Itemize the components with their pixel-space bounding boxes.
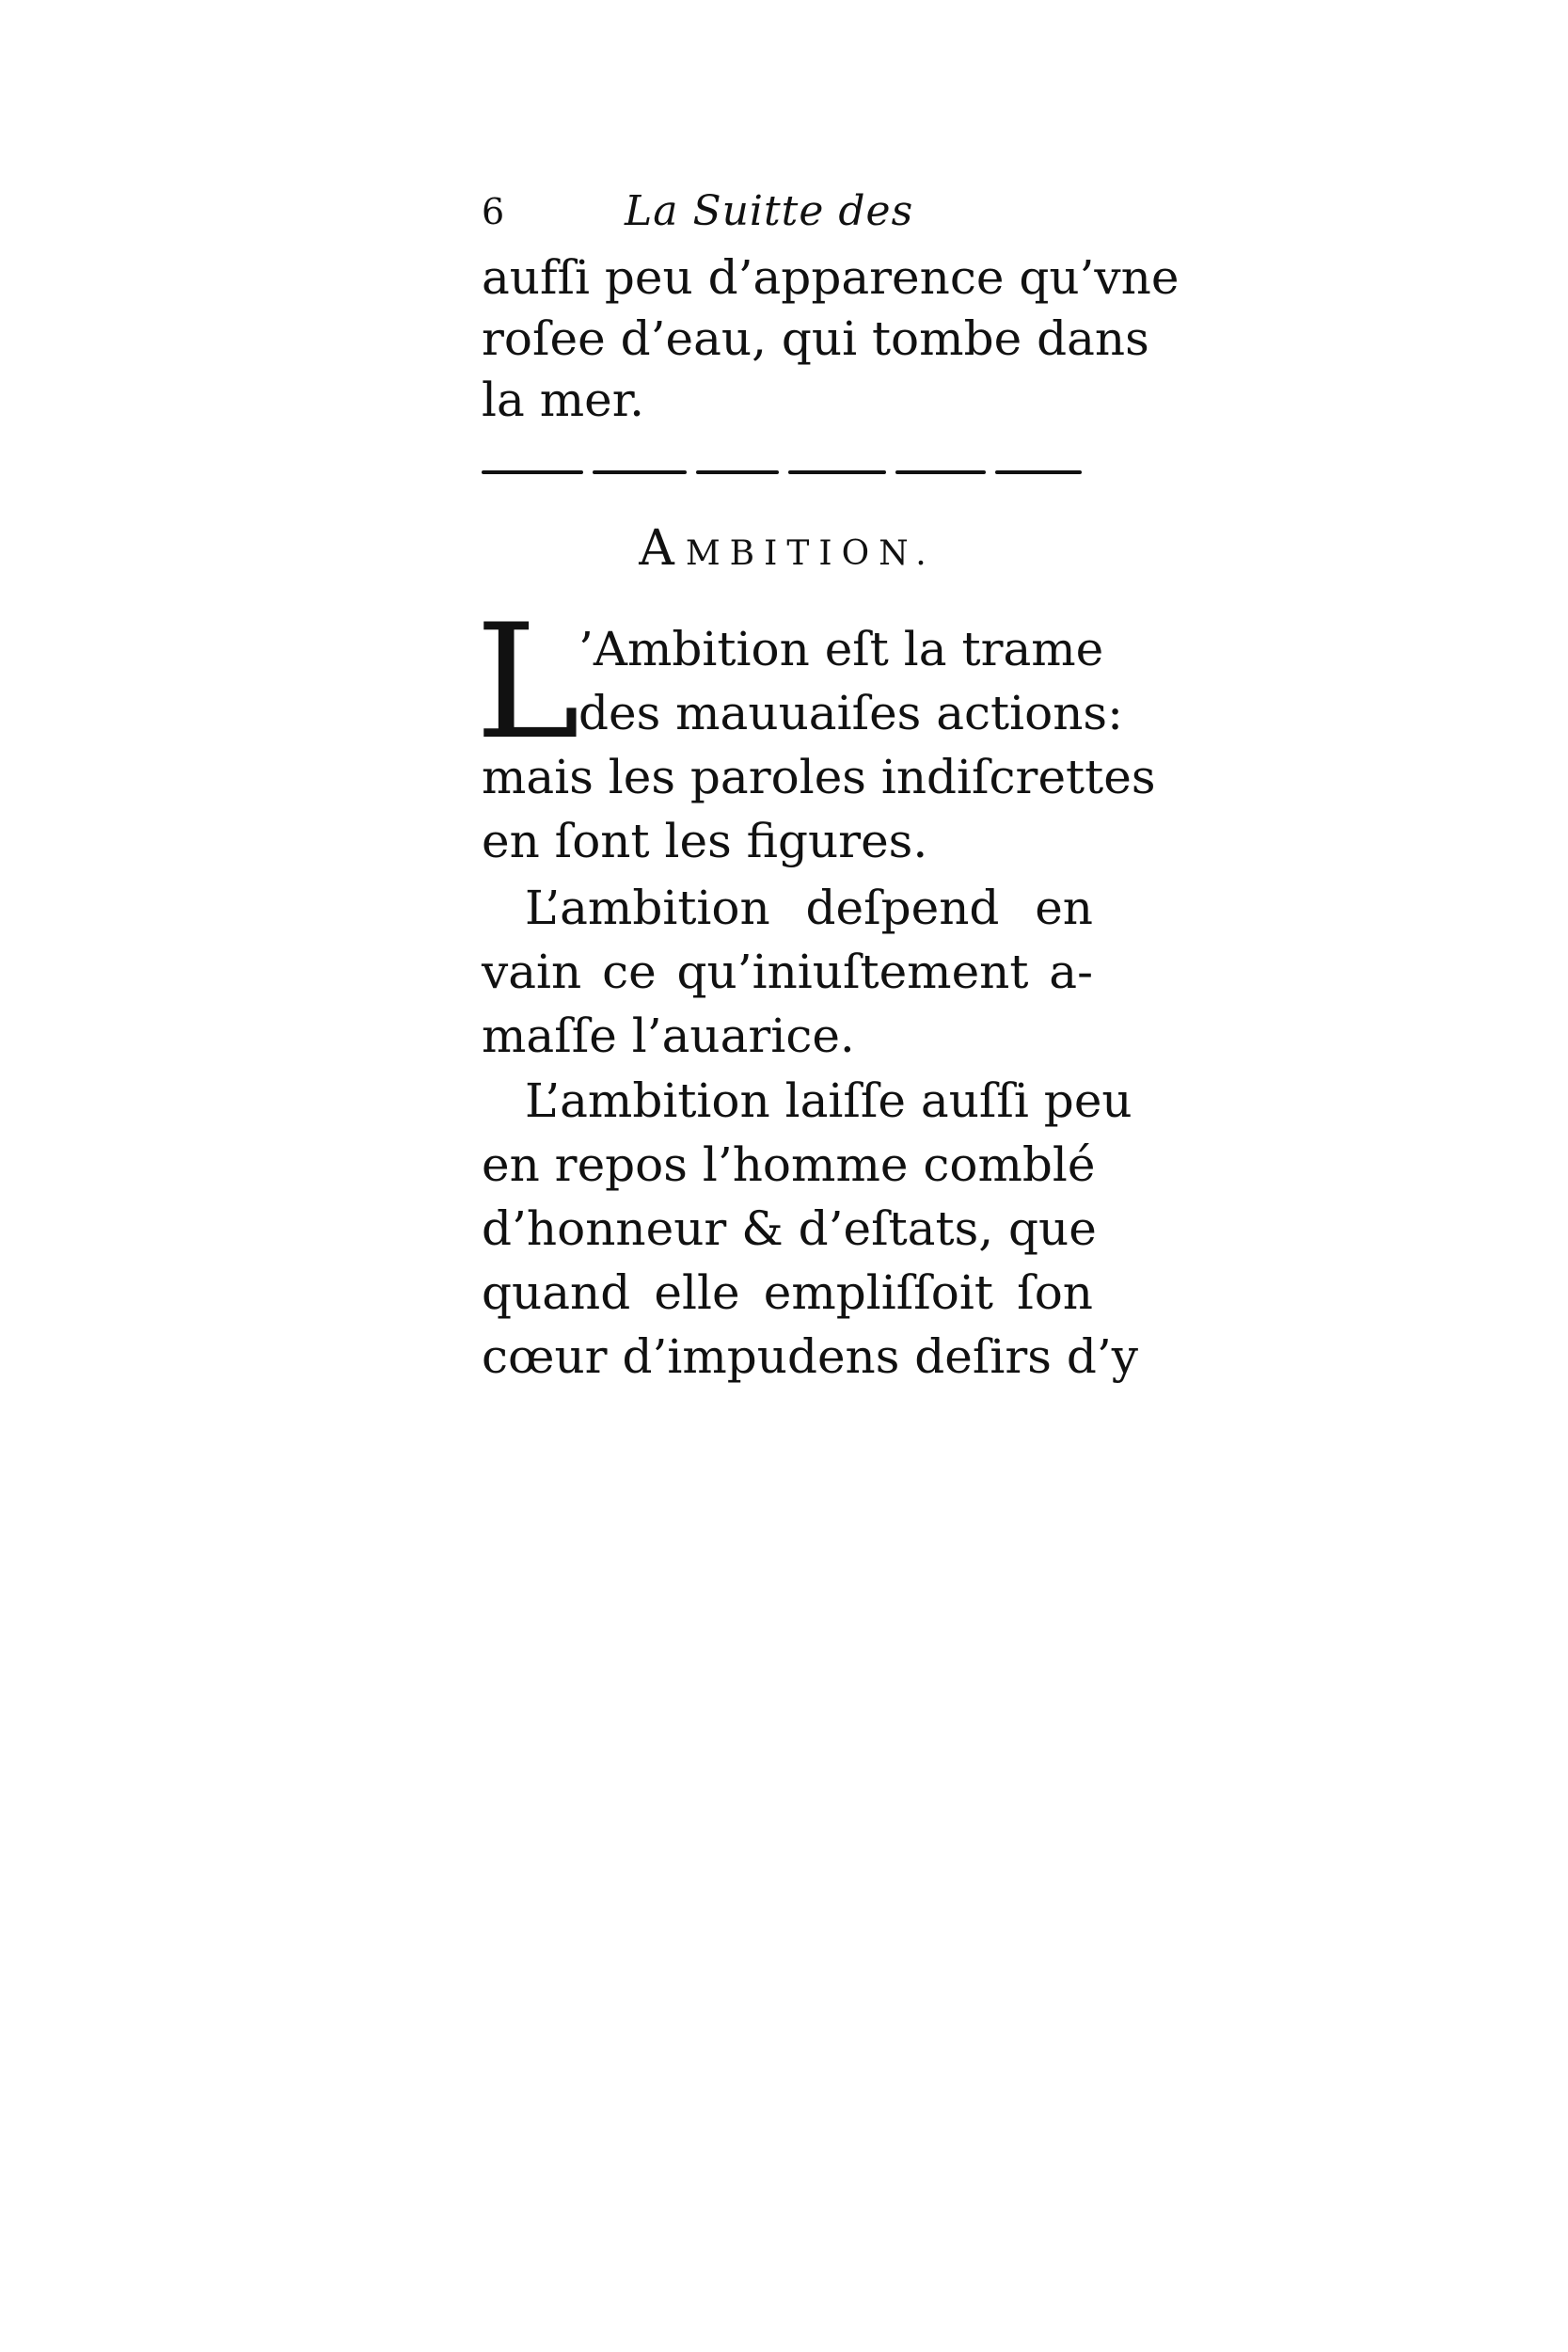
text-line: aufſi peu d’apparence qu’vne: [482, 250, 1180, 305]
text-line: d’honneur & d’eſtats, que: [482, 1201, 1097, 1256]
running-head: [482, 183, 1084, 240]
text-line: L’ambition laiſſe auſſi peu: [525, 1073, 1132, 1128]
page-number: 6: [482, 191, 505, 232]
text-line: maſſe l’auarice.: [482, 1009, 855, 1063]
section-heading-rest: MBITION.: [685, 534, 936, 573]
text-line: la mer.: [482, 373, 644, 427]
text-line: mais les paroles indiſcrettes: [482, 750, 1156, 804]
section-heading-initial: A: [639, 520, 686, 577]
text-line: quand elle empliſſoit ſon: [482, 1265, 1093, 1320]
text-line: vain ce qu’iniuſtement a-: [482, 945, 1093, 999]
text-line: en ſont les figures.: [482, 814, 928, 868]
ornamental-rule: [482, 468, 1082, 477]
running-title: La Suitte des: [625, 187, 914, 235]
text-line: roſee d’eau, qui tombe dans: [482, 311, 1149, 366]
section-heading: [482, 516, 1093, 581]
text-line: cœur d’impudens deſirs d’y: [482, 1329, 1138, 1384]
drop-cap: L: [475, 590, 580, 774]
text-line: des mauuaiſes actions:: [578, 686, 1123, 740]
text-line: en repos l’homme comblé: [482, 1137, 1096, 1192]
text-line: ’Ambition eſt la trame: [578, 622, 1104, 676]
text-line: L’ambition deſpend en: [525, 881, 1093, 935]
